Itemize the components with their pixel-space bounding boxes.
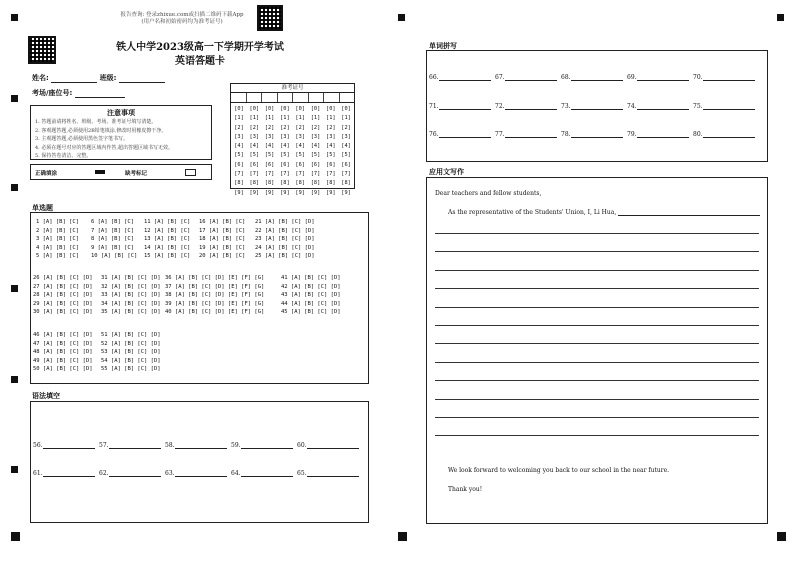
exam-id-digit-bubble[interactable]: [1] [341,115,351,122]
blank-number: 65. [297,470,307,477]
writing-line[interactable] [435,270,759,271]
exam-id-digit-bubble[interactable]: [6] [264,161,275,168]
blank-number: 75. [693,103,703,110]
timing-mark [777,532,786,541]
exam-id-digit-bubble[interactable]: [5] [234,152,244,159]
blank-number: 70. [693,74,703,81]
writing-intro-text: As the representative of the Students' Union, I, Li Hua, [448,209,617,216]
report-notice-line1: 报告查询: 登录zhixue.com或扫描二维码下载App [120,12,244,18]
exam-id-digit-bubble[interactable]: [8] [249,180,260,187]
blank-answer-line[interactable] [637,80,689,81]
choice-question[interactable]: 27 [A] [B] [C] [D] [33,283,93,290]
exam-id-digit-bubble[interactable]: [9] [264,189,275,196]
choice-question[interactable]: 37 [A] [B] [C] [D] [E] [F] [G] [165,283,265,290]
exam-id-digit-column[interactable] [294,105,306,198]
absent-label: 缺考标记 [125,171,148,177]
blank-answer-line[interactable] [175,448,227,449]
blank-item [693,131,755,138]
exam-id-digit-bubble[interactable]: [2] [234,124,244,131]
choice-question[interactable]: 29 [A] [B] [C] [D] [33,300,93,307]
choice-question[interactable]: 41 [A] [B] [C] [D] [281,275,341,281]
choice-question[interactable]: 14 [A] [B] [C] [144,244,191,251]
exam-id-digit-bubble[interactable]: [4] [310,143,321,150]
exam-id-digit-bubble[interactable]: [5] [264,152,275,159]
choice-question[interactable]: 10 [A] [B] [C] [91,253,138,260]
exam-id-digit-column[interactable] [248,105,260,198]
timing-mark [11,376,18,383]
exam-id-digit-bubble[interactable]: [1] [295,115,305,122]
choice-question[interactable]: 25 [A] [B] [C] [D] [255,253,315,260]
blank-item [561,74,623,81]
choice-question[interactable]: 9 [A] [B] [C] [91,244,135,251]
blank-number: 77. [495,131,505,138]
blank-item [429,131,491,138]
blank-number: 72. [495,103,505,110]
choice-question[interactable]: 7 [A] [B] [C] [91,227,135,234]
exam-id-digit-bubble[interactable]: [6] [234,161,244,168]
exam-id-digit-bubble[interactable]: [8] [280,180,290,187]
timing-mark [11,466,18,473]
choice-question[interactable]: 17 [A] [B] [C] [199,227,246,234]
exam-id-digit-bubble[interactable]: [5] [249,152,260,159]
blank-item [627,74,689,81]
blank-answer-line[interactable] [703,109,755,110]
blank-answer-line[interactable] [505,109,557,110]
exam-id-digit-bubble[interactable]: [0] [295,106,305,112]
exam-id-digit-bubble[interactable]: [2] [341,124,351,131]
exam-id-digit-bubble[interactable]: [5] [310,152,321,159]
single-choice-box [30,212,369,384]
report-notice-line2: (用户名和初始密码均为准考证号) [141,19,223,25]
choice-question[interactable]: 34 [A] [B] [C] [D] [101,300,161,307]
choice-question[interactable]: 13 [A] [B] [C] [144,236,191,243]
exam-id-digit-bubble[interactable]: [3] [295,133,305,140]
exam-id-digit-bubble[interactable]: [8] [264,180,275,187]
blank-number: 62. [99,470,109,477]
blank-answer-line[interactable] [109,476,161,477]
exam-id-digit-bubble[interactable]: [3] [310,133,321,140]
blank-number: 56. [33,442,43,449]
blank-item [429,74,491,81]
exam-id-digit-bubble[interactable]: [7] [326,171,336,178]
choice-question[interactable]: 21 [A] [B] [C] [D] [255,219,315,225]
blank-answer-line[interactable] [703,137,755,138]
choice-question[interactable]: 42 [A] [B] [C] [D] [281,283,341,290]
blank-item [627,103,689,110]
exam-id-digit-bubble[interactable]: [8] [234,180,244,187]
exam-id-digit-bubble[interactable]: [7] [280,171,290,178]
blank-number: 78. [561,131,571,138]
writing-line[interactable] [435,362,759,363]
choice-question[interactable]: 12 [A] [B] [C] [144,227,191,234]
exam-id-digit-bubble[interactable]: [3] [280,133,290,140]
exam-id-digit-bubble[interactable]: [3] [264,133,275,140]
choice-question[interactable]: 5 [A] [B] [C] [36,253,80,260]
blank-answer-line[interactable] [241,476,293,477]
exam-id-digit-bubble[interactable]: [3] [341,133,351,140]
app-qr-code[interactable] [257,5,283,31]
choice-question[interactable]: 2 [A] [B] [C] [36,227,80,234]
note-item: 1. 答题前请将姓名、班级、考场、准考证号填写清楚。 [35,119,157,125]
choice-question[interactable]: 38 [A] [B] [C] [D] [E] [F] [G] [165,292,265,299]
choice-question[interactable]: 28 [A] [B] [C] [D] [33,292,93,299]
exam-id-digit-bubble[interactable]: [0] [280,106,290,112]
exam-id-digit-bubble[interactable]: [7] [249,171,260,178]
word-spelling-box [426,50,768,162]
exam-id-digit-bubble[interactable]: [8] [326,180,336,187]
blank-item [495,131,557,138]
exam-id-digit-column[interactable] [279,105,291,198]
notes-box [30,105,212,160]
blank-number: 68. [561,74,571,81]
choice-question[interactable]: 19 [A] [B] [C] [199,244,246,251]
blank-number: 76. [429,131,439,138]
exam-id-digit-bubble[interactable]: [4] [264,143,275,150]
timing-mark [11,95,18,102]
exam-id-digit-bubble[interactable]: [6] [295,161,305,168]
blank-item [165,470,227,477]
exam-id-digit-bubble[interactable]: [4] [280,143,290,150]
writing-line[interactable] [435,325,759,326]
blank-item [165,442,227,449]
timing-mark [11,184,18,191]
exam-id-digit-bubble[interactable]: [8] [310,180,321,187]
room-label: 考场/座位号: [32,89,73,97]
exam-id-digit-bubble[interactable]: [6] [249,161,260,168]
blank-item [297,470,359,477]
timing-mark [11,14,18,21]
writing-line[interactable] [435,251,759,252]
timing-mark [11,285,18,292]
grammar-fill-title: 语法填空 [32,392,60,400]
choice-question[interactable]: 3 [A] [B] [C] [36,236,80,243]
blank-item [33,442,95,449]
exam-id-digit-bubble[interactable]: [2] [264,124,275,131]
choice-question[interactable]: 52 [A] [B] [C] [D] [101,340,161,347]
exam-id-digit-bubble[interactable]: [7] [295,171,305,178]
blank-answer-line[interactable] [175,476,227,477]
choice-question[interactable]: 40 [A] [B] [C] [D] [E] [F] [G] [165,309,265,316]
blank-answer-line[interactable] [505,137,557,138]
blank-item [429,103,491,110]
exam-id-digit-bubble[interactable]: [3] [234,133,244,140]
word-spelling-title: 单词拼写 [429,42,457,50]
choice-question[interactable]: 8 [A] [B] [C] [91,236,135,243]
exam-id-digit-bubble[interactable]: [8] [341,180,351,187]
exam-id-digit-bubble[interactable]: [4] [249,143,260,150]
choice-question[interactable]: 15 [A] [B] [C] [144,253,191,260]
choice-question[interactable]: 33 [A] [B] [C] [D] [101,292,161,299]
choice-question[interactable]: 53 [A] [B] [C] [D] [101,349,161,356]
exam-id-digit-bubble[interactable]: [0] [326,106,336,112]
writing-signoff: Thank you! [448,486,483,493]
choice-question[interactable]: 4 [A] [B] [C] [36,244,80,251]
blank-number: 59. [231,442,241,449]
exam-id-digit-bubble[interactable]: [1] [234,115,244,122]
timing-mark [398,14,405,21]
grammar-fill-box [30,401,369,523]
exam-id-digit-bubble[interactable]: [6] [341,161,351,168]
exam-id-digit-bubble[interactable]: [1] [280,115,290,122]
exam-id-digit-bubble[interactable]: [9] [249,189,260,196]
exam-id-digit-bubble[interactable]: [7] [234,171,244,178]
writing-line[interactable] [435,343,759,344]
choice-question[interactable]: 46 [A] [B] [C] [D] [33,332,93,338]
choice-question[interactable]: 20 [A] [B] [C] [199,253,246,260]
blank-answer-line[interactable] [637,109,689,110]
exam-id-digit-bubble[interactable]: [3] [326,133,336,140]
exam-id-digit-bubble[interactable]: [5] [295,152,305,159]
correct-fill-sample [95,170,105,174]
blank-item [231,470,293,477]
exam-id-digit-column[interactable] [340,105,352,198]
blank-number: 60. [297,442,307,449]
exam-id-digit-bubble[interactable]: [9] [295,189,305,196]
exam-id-digit-bubble[interactable]: [1] [310,115,321,122]
timing-mark [11,532,20,541]
blank-answer-line[interactable] [307,476,359,477]
single-choice-title: 单选题 [32,204,53,212]
blank-number: 58. [165,442,175,449]
student-info [32,73,165,98]
blank-answer-line[interactable] [571,80,623,81]
exam-id-digit-column[interactable] [310,105,322,198]
name-field[interactable] [51,82,97,83]
blank-number: 57. [99,442,109,449]
choice-question[interactable]: 24 [A] [B] [C] [D] [255,244,315,251]
exam-id-digit-grid[interactable] [231,103,354,196]
exam-id-label: 准考证号 [231,84,354,93]
exam-id-digit-bubble[interactable]: [6] [280,161,290,168]
writing-line[interactable] [435,380,759,381]
blank-answer-line[interactable] [505,80,557,81]
blank-item [561,131,623,138]
exam-id-digit-bubble[interactable]: [9] [234,189,244,196]
exam-id-digit-bubble[interactable]: [1] [249,115,260,122]
choice-question[interactable]: 18 [A] [B] [C] [199,236,246,243]
blank-item [297,442,359,449]
blank-item [495,103,557,110]
exam-id-digit-bubble[interactable]: [0] [310,106,321,112]
blank-item [561,103,623,110]
exam-id-digit-column[interactable] [233,105,245,198]
exam-id-digit-bubble[interactable]: [2] [249,124,260,131]
blank-answer-line[interactable] [43,448,95,449]
exam-id-digit-bubble[interactable]: [6] [310,161,321,168]
exam-id-digit-bubble[interactable]: [2] [326,124,336,131]
class-field[interactable] [119,82,165,83]
blank-number: 74. [627,103,637,110]
blank-number: 61. [33,470,43,477]
choice-question[interactable]: 23 [A] [B] [C] [D] [255,236,315,243]
writing-intro-blank[interactable] [618,215,760,216]
exam-id-digit-bubble[interactable]: [1] [264,115,275,122]
choice-question[interactable]: 50 [A] [B] [C] [D] [33,366,93,373]
room-field[interactable] [75,97,125,98]
writing-line[interactable] [435,233,759,234]
choice-question[interactable]: 31 [A] [B] [C] [D] [101,275,161,281]
blank-item [231,442,293,449]
exam-id-digit-bubble[interactable]: [7] [341,171,351,178]
blank-answer-line[interactable] [439,137,491,138]
correct-fill-label: 正确填涂 [35,171,58,177]
exam-id-digit-bubble[interactable]: [9] [310,189,321,196]
choice-question[interactable]: 47 [A] [B] [C] [D] [33,340,93,347]
exam-id-digit-bubble[interactable]: [0] [264,106,275,112]
exam-id-digit-column[interactable] [325,105,337,198]
choice-question[interactable]: 48 [A] [B] [C] [D] [33,349,93,356]
exam-id-digit-bubble[interactable]: [9] [280,189,290,196]
note-item: 4. 必须在题号对应的答题区域内作答,超出答题区域书写无效。 [35,144,173,151]
exam-id-digit-bubble[interactable]: [5] [280,152,290,159]
class-label: 班级: [99,74,117,82]
blank-answer-line[interactable] [571,137,623,138]
blank-number: 71. [429,103,439,110]
exam-id-digit-bubble[interactable]: [5] [341,152,351,159]
writing-intro [448,209,760,216]
exam-id-digit-bubble[interactable]: [2] [295,124,305,131]
blank-number: 73. [561,103,571,110]
choice-question[interactable]: 44 [A] [B] [C] [D] [281,300,341,307]
blank-answer-line[interactable] [571,109,623,110]
fill-example-box [30,164,212,180]
exam-id-digit-column[interactable] [264,105,276,198]
choice-question[interactable]: 6 [A] [B] [C] [91,219,135,225]
exam-id-digit-bubble[interactable]: [2] [310,124,321,131]
blank-answer-line[interactable] [439,109,491,110]
choice-question[interactable]: 22 [A] [B] [C] [D] [255,227,315,234]
choice-question[interactable]: 49 [A] [B] [C] [D] [33,357,93,364]
exam-id-digit-bubble[interactable]: [0] [234,106,244,112]
blank-number: 67. [495,74,505,81]
exam-id-digit-bubble[interactable]: [4] [341,143,351,150]
note-item: 2. 客观题答题,必须使用2B铅笔填涂,修改时用橡皮擦干净。 [35,127,167,134]
blank-answer-line[interactable] [43,476,95,477]
notes-title: 注意事项 [107,108,135,117]
school-title: 铁人中学2023级高一下学期开学考试 [116,42,284,53]
exam-id-digit-bubble[interactable]: [9] [341,189,351,196]
blank-item [495,74,557,81]
exam-id-write-row[interactable] [231,93,354,103]
writing-line[interactable] [435,399,759,400]
exam-id-digit-bubble[interactable]: [4] [326,143,336,150]
blank-item [99,442,161,449]
note-item: 3. 主观题答题,必须使用黑色签字笔书写。 [35,136,128,142]
exam-id-digit-bubble[interactable]: [2] [280,124,290,131]
blank-answer-line[interactable] [241,448,293,449]
exam-id-digit-bubble[interactable]: [0] [249,106,260,112]
blank-answer-line[interactable] [307,448,359,449]
exam-id-digit-bubble[interactable]: [7] [264,171,275,178]
blank-item [627,131,689,138]
exam-id-digit-bubble[interactable]: [3] [249,133,260,140]
name-label: 姓名: [32,74,49,82]
report-notice [112,12,252,26]
writing-line[interactable] [435,435,759,436]
writing-line[interactable] [435,417,759,418]
choice-question[interactable]: 45 [A] [B] [C] [D] [281,309,341,316]
exam-id-box [230,83,355,196]
notes-list [35,118,207,161]
choice-question[interactable]: 55 [A] [B] [C] [D] [101,366,161,373]
exam-id-digit-bubble[interactable]: [5] [326,152,336,159]
exam-id-digit-bubble[interactable]: [1] [326,115,336,122]
exam-qr-code [28,36,56,64]
blank-item [693,74,755,81]
exam-id-digit-bubble[interactable]: [4] [234,143,244,150]
writing-greeting: Dear teachers and fellow students, [435,190,542,197]
exam-id-digit-bubble[interactable]: [0] [341,106,351,112]
blank-item [99,470,161,477]
choice-question[interactable]: 16 [A] [B] [C] [199,219,246,225]
exam-title: 英语答题卡 [175,56,225,67]
writing-box [426,177,768,524]
choice-question[interactable]: 26 [A] [B] [C] [D] [33,275,93,281]
choice-question[interactable]: 32 [A] [B] [C] [D] [101,283,161,290]
single-choice-grid[interactable] [31,213,368,383]
blank-answer-line[interactable] [637,137,689,138]
choice-question[interactable]: 30 [A] [B] [C] [D] [33,309,93,316]
choice-question[interactable]: 11 [A] [B] [C] [144,219,191,225]
choice-question[interactable]: 43 [A] [B] [C] [D] [281,292,341,299]
blank-answer-line[interactable] [109,448,161,449]
blank-number: 66. [429,74,439,81]
blank-number: 63. [165,470,175,477]
choice-question[interactable]: 51 [A] [B] [C] [D] [101,332,161,338]
choice-question[interactable]: 1 [A] [B] [C] [36,219,80,225]
writing-line[interactable] [435,288,759,289]
choice-question[interactable]: 35 [A] [B] [C] [D] [101,309,161,316]
blank-number: 64. [231,470,241,477]
writing-title: 应用文写作 [429,168,464,176]
blank-number: 79. [627,131,637,138]
exam-id-digit-bubble[interactable]: [4] [295,143,305,150]
exam-id-digit-bubble[interactable]: [6] [326,161,336,168]
choice-question[interactable]: 36 [A] [B] [C] [D] [E] [F] [G] [165,275,265,281]
timing-mark [398,532,407,541]
timing-mark [777,14,784,21]
choice-question[interactable]: 54 [A] [B] [C] [D] [101,357,161,364]
blank-number: 69. [627,74,637,81]
exam-id-digit-bubble[interactable]: [8] [295,180,305,187]
blank-item [33,470,95,477]
blank-answer-line[interactable] [439,80,491,81]
blank-item [693,103,755,110]
exam-id-digit-bubble[interactable]: [9] [326,189,336,196]
blank-answer-line[interactable] [703,80,755,81]
writing-line[interactable] [435,307,759,308]
choice-question[interactable]: 39 [A] [B] [C] [D] [E] [F] [G] [165,300,265,307]
blank-number: 80. [693,131,703,138]
absent-checkbox[interactable] [185,169,196,176]
exam-id-digit-bubble[interactable]: [7] [310,171,321,178]
note-item: 5. 保持答卷清洁、完整。 [35,153,92,159]
writing-closing: We look forward to welcoming you back to our school in the near future. [448,467,670,474]
